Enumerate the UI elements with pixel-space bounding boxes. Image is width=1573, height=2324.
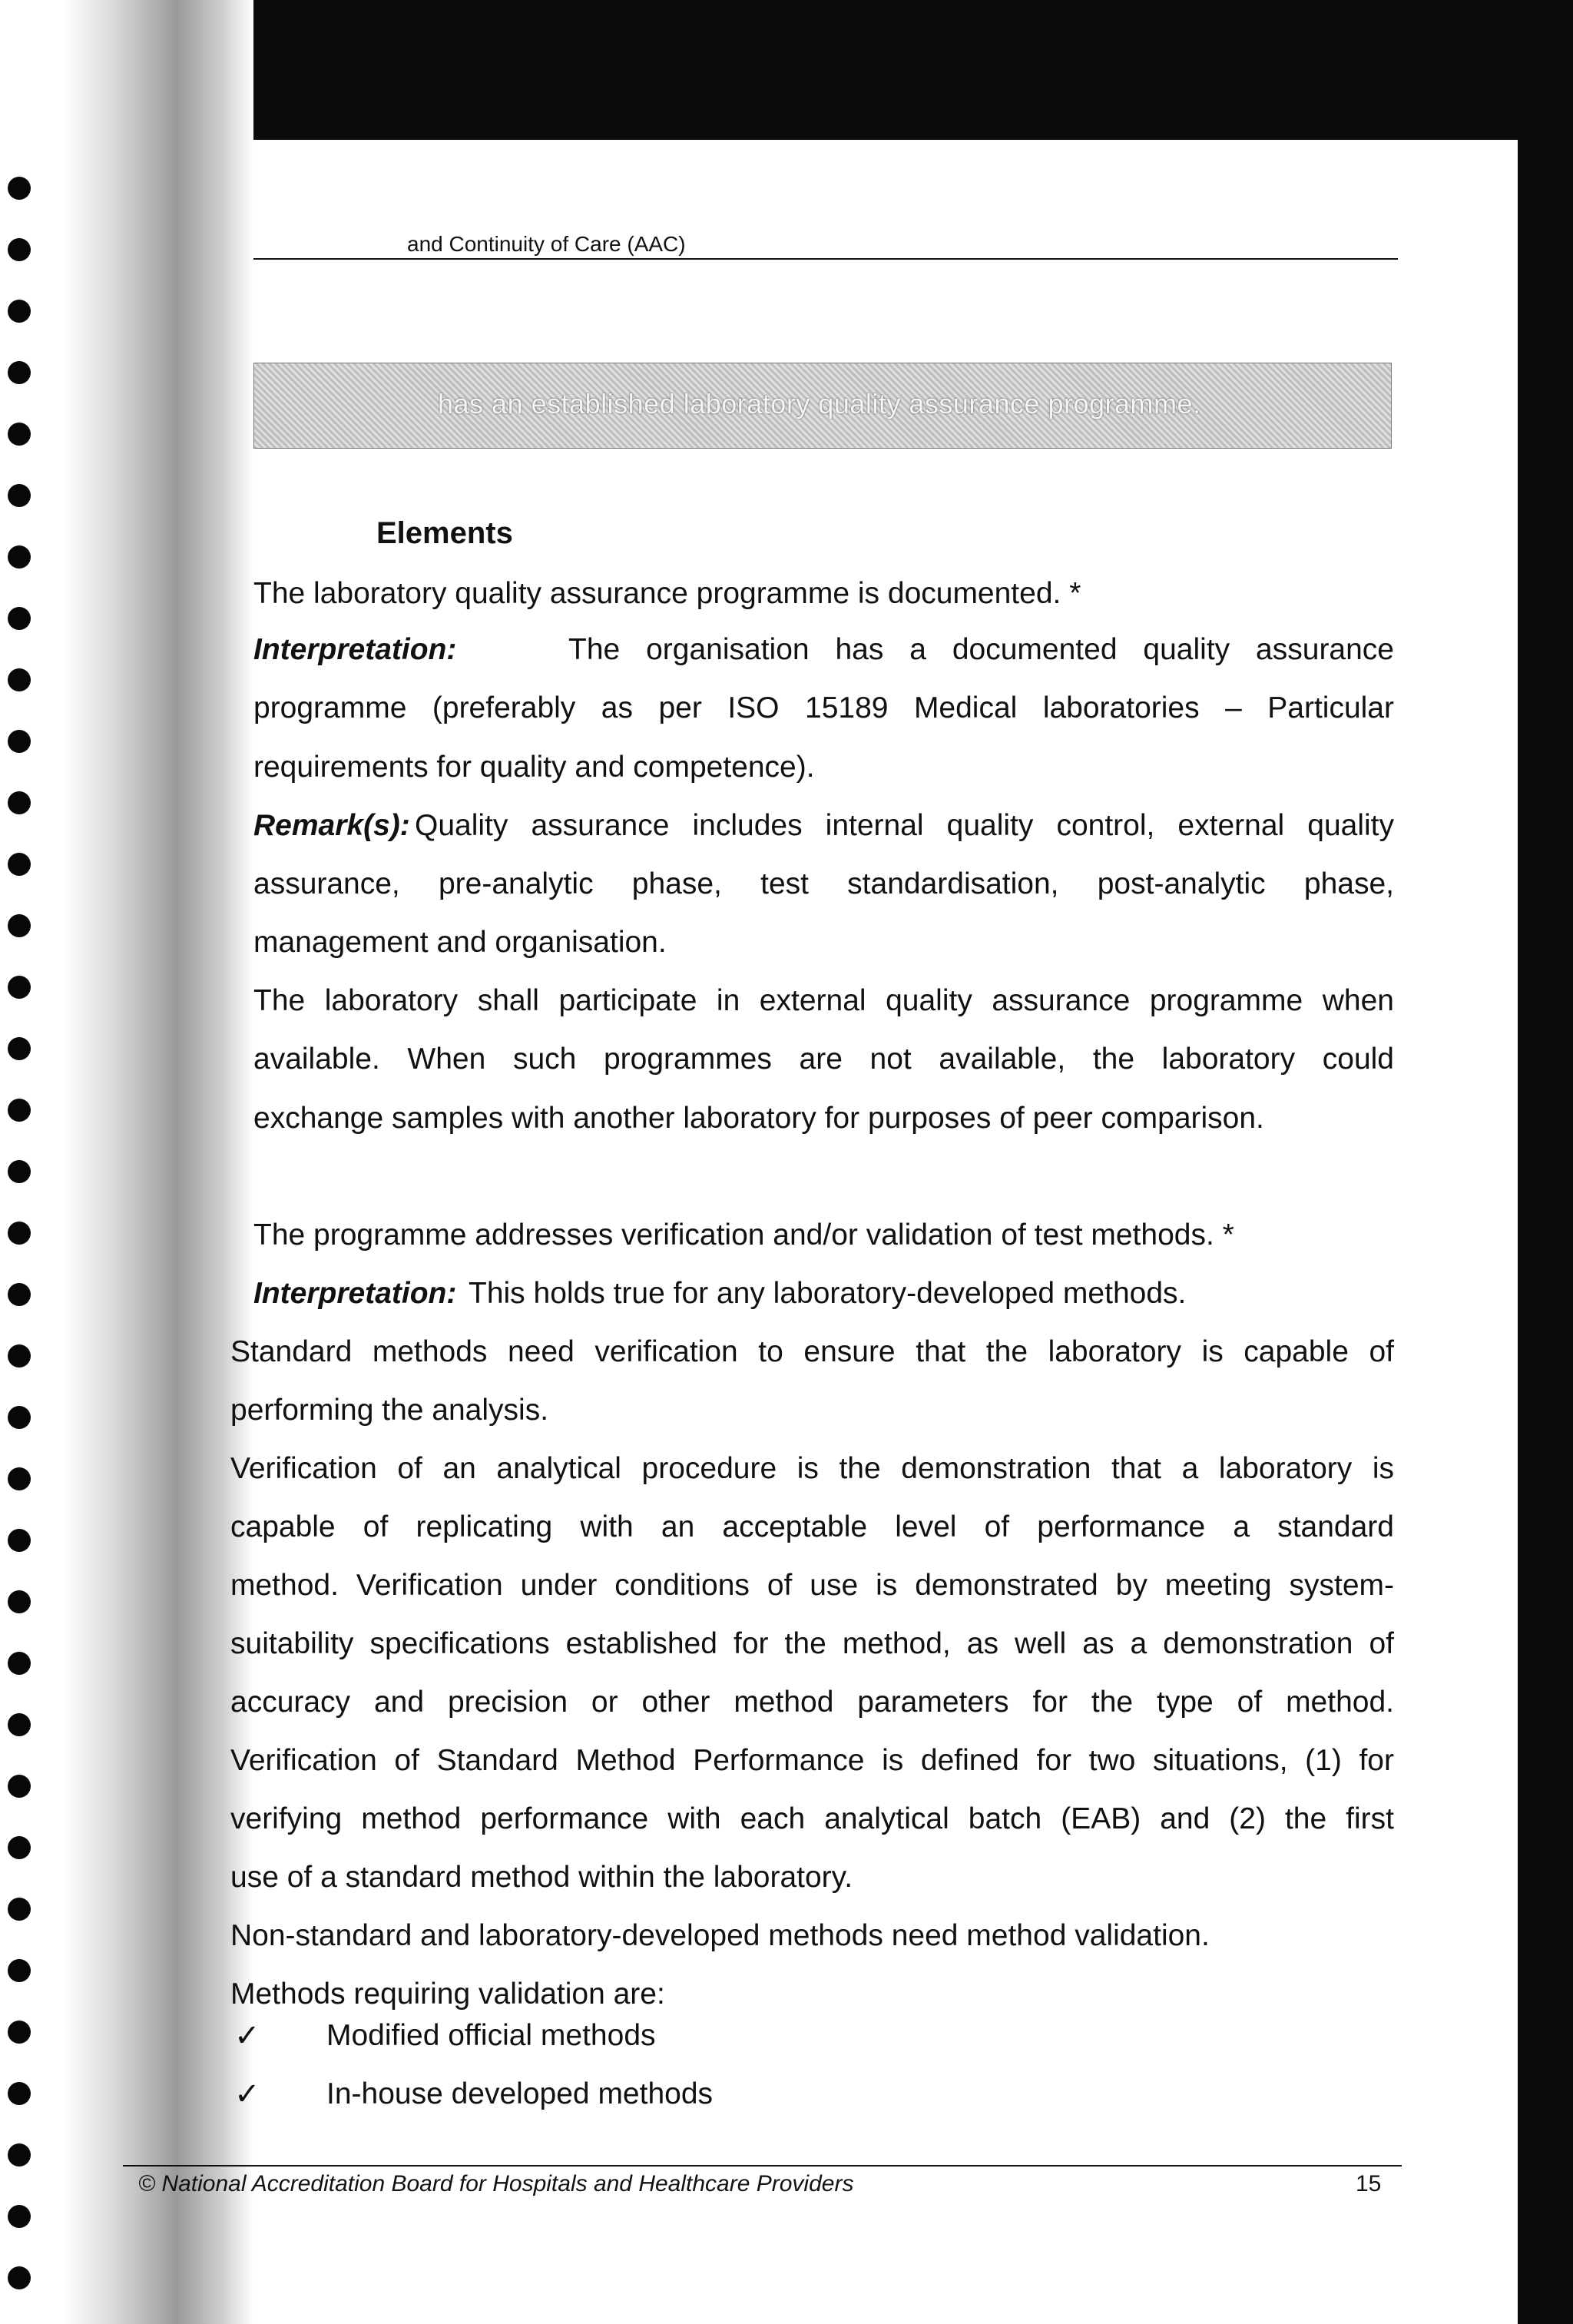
binding-hole bbox=[8, 177, 31, 200]
body-text: verifying method performance with each analytical batch (EAB) and (2) the first bbox=[230, 1802, 1394, 1835]
remarks-label-text: Remark(s): bbox=[253, 809, 410, 842]
binding-hole bbox=[8, 1099, 31, 1122]
page-number: 15 bbox=[1356, 2171, 1382, 2196]
binding-hole bbox=[8, 484, 31, 507]
remarks-text: The laboratory shall participate in external quality assurance programme when bbox=[253, 984, 1394, 1017]
checkmark-icon: ✓ bbox=[234, 2019, 260, 2053]
binding-hole bbox=[8, 791, 31, 814]
binding-hole bbox=[8, 1160, 31, 1183]
remarks-text: exchange samples with another laboratory for purposes of peer comparison. bbox=[253, 1102, 1264, 1135]
body-text: accuracy and precision or other method parameters for the type of method. bbox=[230, 1686, 1394, 1719]
interpretation-label bbox=[253, 1276, 456, 1311]
interpretation-text: This holds true for any laboratory-developed methods. bbox=[469, 1277, 1187, 1310]
footer-rule bbox=[123, 2165, 1402, 2167]
standard-title: has an established laboratory quality assurance programme. bbox=[438, 388, 1201, 419]
binding-hole bbox=[8, 300, 31, 323]
binding-hole bbox=[8, 2266, 31, 2289]
binding-hole bbox=[8, 668, 31, 691]
binding-holes bbox=[8, 154, 38, 2305]
binding-hole bbox=[8, 2205, 31, 2228]
binding-hole bbox=[8, 607, 31, 630]
body-text: Verification of Standard Method Performance is defined for two situations, (1) for bbox=[230, 1744, 1394, 1777]
scan-right-band bbox=[1518, 0, 1573, 2324]
remarks-text: Quality assurance includes internal quality control, external quality bbox=[415, 809, 1394, 842]
body-text: capable of replicating with an acceptable level of performance a standard bbox=[230, 1510, 1394, 1543]
binding-hole bbox=[8, 2082, 31, 2105]
body-text: Verification of an analytical procedure is the demonstration that a laboratory is bbox=[230, 1452, 1394, 1485]
binding-hole bbox=[8, 1529, 31, 1552]
section-heading: Elements bbox=[376, 516, 513, 550]
body-text: Standard methods need verification to ensure that the laboratory is capable of bbox=[230, 1335, 1394, 1368]
binding-hole bbox=[8, 1775, 31, 1798]
interpretation-text: requirements for quality and competence). bbox=[253, 751, 815, 784]
binding-hole bbox=[8, 1222, 31, 1245]
binding-hole bbox=[8, 2143, 31, 2167]
bullet-item: Modified official methods bbox=[326, 2019, 656, 2052]
binding-hole bbox=[8, 1590, 31, 1613]
remarks-text: assurance, pre-analytic phase, test standardisation, post-analytic phase, bbox=[253, 867, 1394, 900]
body-text: method. Verification under conditions of use is demonstrated by meeting system- bbox=[230, 1569, 1394, 1602]
binding-hole bbox=[8, 1652, 31, 1675]
remarks-text: management and organisation. bbox=[253, 926, 667, 959]
body-text: performing the analysis. bbox=[230, 1394, 549, 1427]
interpretation-label bbox=[253, 632, 456, 668]
footer-copyright: © National Accreditation Board for Hospitals and Healthcare Providers bbox=[138, 2171, 854, 2196]
binding-hole bbox=[8, 423, 31, 446]
bullet-item: In-house developed methods bbox=[326, 2077, 714, 2110]
element-a-text: The laboratory quality assurance programme is documented. * bbox=[253, 577, 1081, 610]
header-rule bbox=[253, 258, 1398, 260]
binding-hole bbox=[8, 545, 31, 569]
checkmark-icon: ✓ bbox=[234, 2077, 260, 2111]
element-b-text: The programme addresses verification and/or validation of test methods. * bbox=[253, 1218, 1234, 1252]
binding-hole bbox=[8, 1898, 31, 1921]
binding-hole bbox=[8, 853, 31, 876]
remarks-text: available. When such programmes are not available, the laboratory could bbox=[253, 1043, 1394, 1076]
remarks-label bbox=[253, 808, 410, 844]
interpretation-text: programme (preferably as per ISO 15189 Medical laboratories – Particular bbox=[253, 691, 1394, 724]
binding-hole bbox=[8, 1467, 31, 1490]
binding-hole bbox=[8, 238, 31, 261]
binding-hole bbox=[8, 361, 31, 384]
body-text: Methods requiring validation are: bbox=[230, 1978, 665, 2011]
binding-hole bbox=[8, 976, 31, 999]
binding-hole bbox=[8, 730, 31, 753]
interpretation-label-text: Interpretation: bbox=[253, 1277, 457, 1310]
running-head: and Continuity of Care (AAC) bbox=[407, 232, 686, 256]
binding-hole bbox=[8, 1836, 31, 1859]
binding-hole bbox=[8, 1406, 31, 1429]
binding-hole bbox=[8, 2021, 31, 2044]
binding-hole bbox=[8, 1959, 31, 1982]
interpretation-label-text: Interpretation: bbox=[253, 633, 457, 666]
body-text: use of a standard method within the laboratory. bbox=[230, 1861, 853, 1894]
binding-hole bbox=[8, 1713, 31, 1736]
binding-hole bbox=[8, 1283, 31, 1306]
binding-hole bbox=[8, 914, 31, 937]
binding-hole bbox=[8, 1037, 31, 1060]
binding-hole bbox=[8, 1344, 31, 1368]
interpretation-text: The organisation has a documented quality assurance bbox=[568, 633, 1394, 666]
body-text: Non-standard and laboratory-developed methods need method validation. bbox=[230, 1919, 1210, 1952]
body-text: suitability specifications established for the method, as well as a demonstration of bbox=[230, 1627, 1394, 1660]
